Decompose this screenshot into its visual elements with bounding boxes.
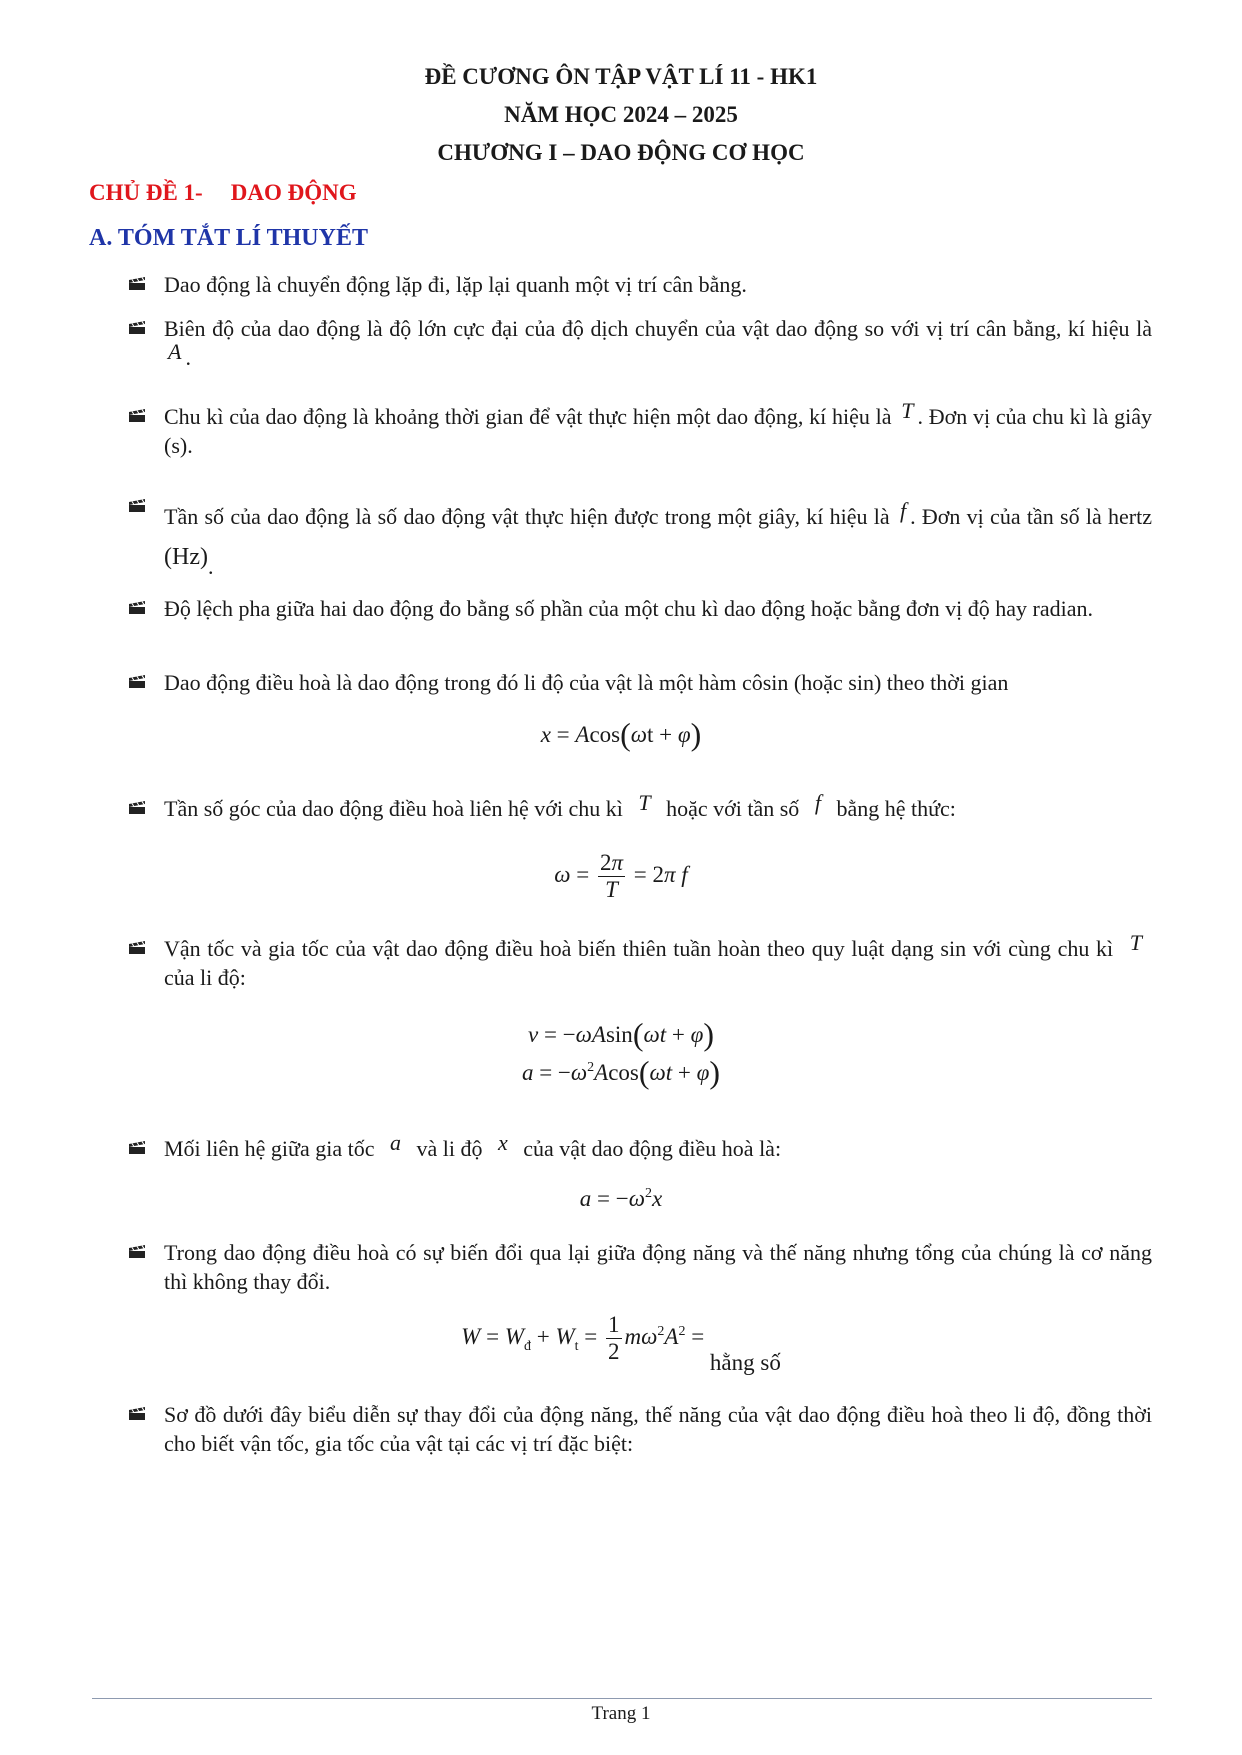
formula-velocity: v = −ωAsin(ωt + φ) (528, 1016, 714, 1052)
item-text-part: . Đơn vị của tần số là hertz (910, 504, 1152, 529)
symbol-T: T (901, 398, 914, 423)
symbol-A: A (168, 339, 182, 364)
clapperboard-icon (128, 408, 146, 422)
clapperboard-icon (128, 800, 146, 814)
item-text: Trong dao động điều hoà có sự biến đổi qua lại giữa động năng và thế năng nhưng tổng của chúng là cơ năng thì không thay đổi. (164, 1240, 1152, 1294)
item-text (164, 1130, 1152, 1163)
item-text (164, 790, 1152, 823)
item-text-part: của vật dao động điều hoà là: (523, 1136, 782, 1161)
item-text (164, 398, 1153, 460)
unit-hz: (Hz) (164, 544, 208, 570)
item-text-part: Biên độ của dao động là độ lớn cực đại của độ dịch chuyển của vật dao động so với vị trí cân bằng, kí hiệu là (164, 316, 1152, 341)
list-item (128, 668, 1152, 697)
clapperboard-icon (128, 1140, 146, 1154)
title-line-3: CHƯƠNG I – DAO ĐỘNG CƠ HỌC (437, 140, 805, 165)
list-item (128, 492, 1152, 592)
item-text-part: bằng hệ thức: (836, 796, 956, 821)
clapperboard-icon (128, 1244, 146, 1258)
item-text-part: Vận tốc và gia tốc của vật dao động điều hoà biến thiên tuần hoàn theo quy luật dạng sin với cùng chu kì (164, 936, 1114, 961)
clapperboard-icon (128, 674, 146, 688)
list-item (128, 1238, 1152, 1296)
item-text (164, 930, 1152, 992)
clapperboard-icon (128, 600, 146, 614)
item-text-part: . (207, 554, 214, 579)
list-item (128, 930, 1152, 992)
symbol-x: x (497, 1130, 508, 1155)
item-text: Độ lệch pha giữa hai dao động đo bằng số phần của một chu kì dao động hoặc bằng đơn vị độ hay radian. (164, 596, 1093, 621)
item-text-part: Mối liên hệ giữa gia tốc (164, 1136, 375, 1161)
page-number: Trang 1 (591, 1703, 651, 1724)
list-item (128, 790, 1152, 823)
item-text (164, 314, 1152, 372)
item-text-part: Tần số của dao động là số dao động vật thực hiện được trong một giây, kí hiệu là (164, 504, 890, 529)
symbol-a: a (389, 1130, 401, 1155)
clapperboard-icon (128, 940, 146, 954)
item-text: Dao động là chuyển động lặp đi, lặp lại quanh một vị trí cân bằng. (164, 272, 747, 297)
topic-name: DAO ĐỘNG (230, 180, 357, 205)
item-text-part: Chu kì của dao động là khoảng thời gian để vật thực hiện một dao động, kí hiệu là (164, 404, 892, 429)
item-text-part: Tần số góc của dao động điều hoà liên hệ với chu kì (164, 796, 623, 821)
item-text: Dao động điều hoà là dao động trong đó li độ của vật là một hàm côsin (hoặc sin) theo thời gian (164, 670, 1009, 695)
symbol-f: f (899, 498, 907, 523)
topic-heading (89, 180, 357, 206)
constant-label: hằng số (709, 1349, 781, 1375)
list-item (128, 398, 1153, 460)
clapperboard-icon (128, 498, 146, 512)
topic-number: CHỦ ĐỀ 1- (89, 180, 203, 205)
title-line-1: ĐỀ CƯƠNG ÔN TẬP VẬT LÍ 11 - HK1 (424, 64, 818, 89)
list-item (128, 594, 1152, 623)
formula-acceleration: $a = -\omega^2Acos(\omega t + \varphi)$ (521, 1054, 721, 1090)
item-text-part: của li độ: (164, 965, 246, 990)
symbol-f: f (814, 790, 821, 815)
item-text: Sơ đồ dưới đây biểu diễn sự thay đổi của động năng, thế năng của vật dao động điều hoà theo li độ, đồng thời cho biết vận tốc, gia tốc của vật tại các vị trí đặc biệt: (164, 1402, 1152, 1456)
item-text-part: và li độ (416, 1136, 483, 1161)
item-text (164, 492, 1152, 592)
symbol-T: T (1129, 930, 1143, 955)
list-item (128, 1400, 1152, 1458)
symbol-T: T (638, 790, 651, 815)
section-heading: A. TÓM TẮT LÍ THUYẾT (89, 225, 368, 251)
document-header (0, 58, 1242, 172)
item-text-part: hoặc với tần số (666, 796, 800, 821)
list-item (128, 1130, 1152, 1163)
list-item (128, 270, 1152, 299)
title-line-2: NĂM HỌC 2024 – 2025 (504, 102, 738, 127)
clapperboard-icon (128, 276, 146, 290)
formula-angular-frequency: ω = $\frac{2\pi}{T}$ = 2π f (554, 850, 688, 902)
clapperboard-icon (128, 320, 146, 334)
item-text-part: . Đơn vị của chu kì là giây (s). (164, 404, 1153, 458)
clapperboard-icon (128, 1406, 146, 1420)
formula-mechanical-energy: $W = W_đ + W_t$ = $\frac{1}{2}$ $m\omega^2A^2$ = hằng số (461, 1312, 781, 1375)
list-item (128, 314, 1152, 372)
item-text-part: . (185, 345, 191, 370)
formula-acceleration-displacement: $a = -\omega^2x$ (579, 1186, 663, 1211)
footer-divider (92, 1698, 1152, 1699)
formula-displacement: x = Acos(ωt + φ) (540, 716, 702, 752)
